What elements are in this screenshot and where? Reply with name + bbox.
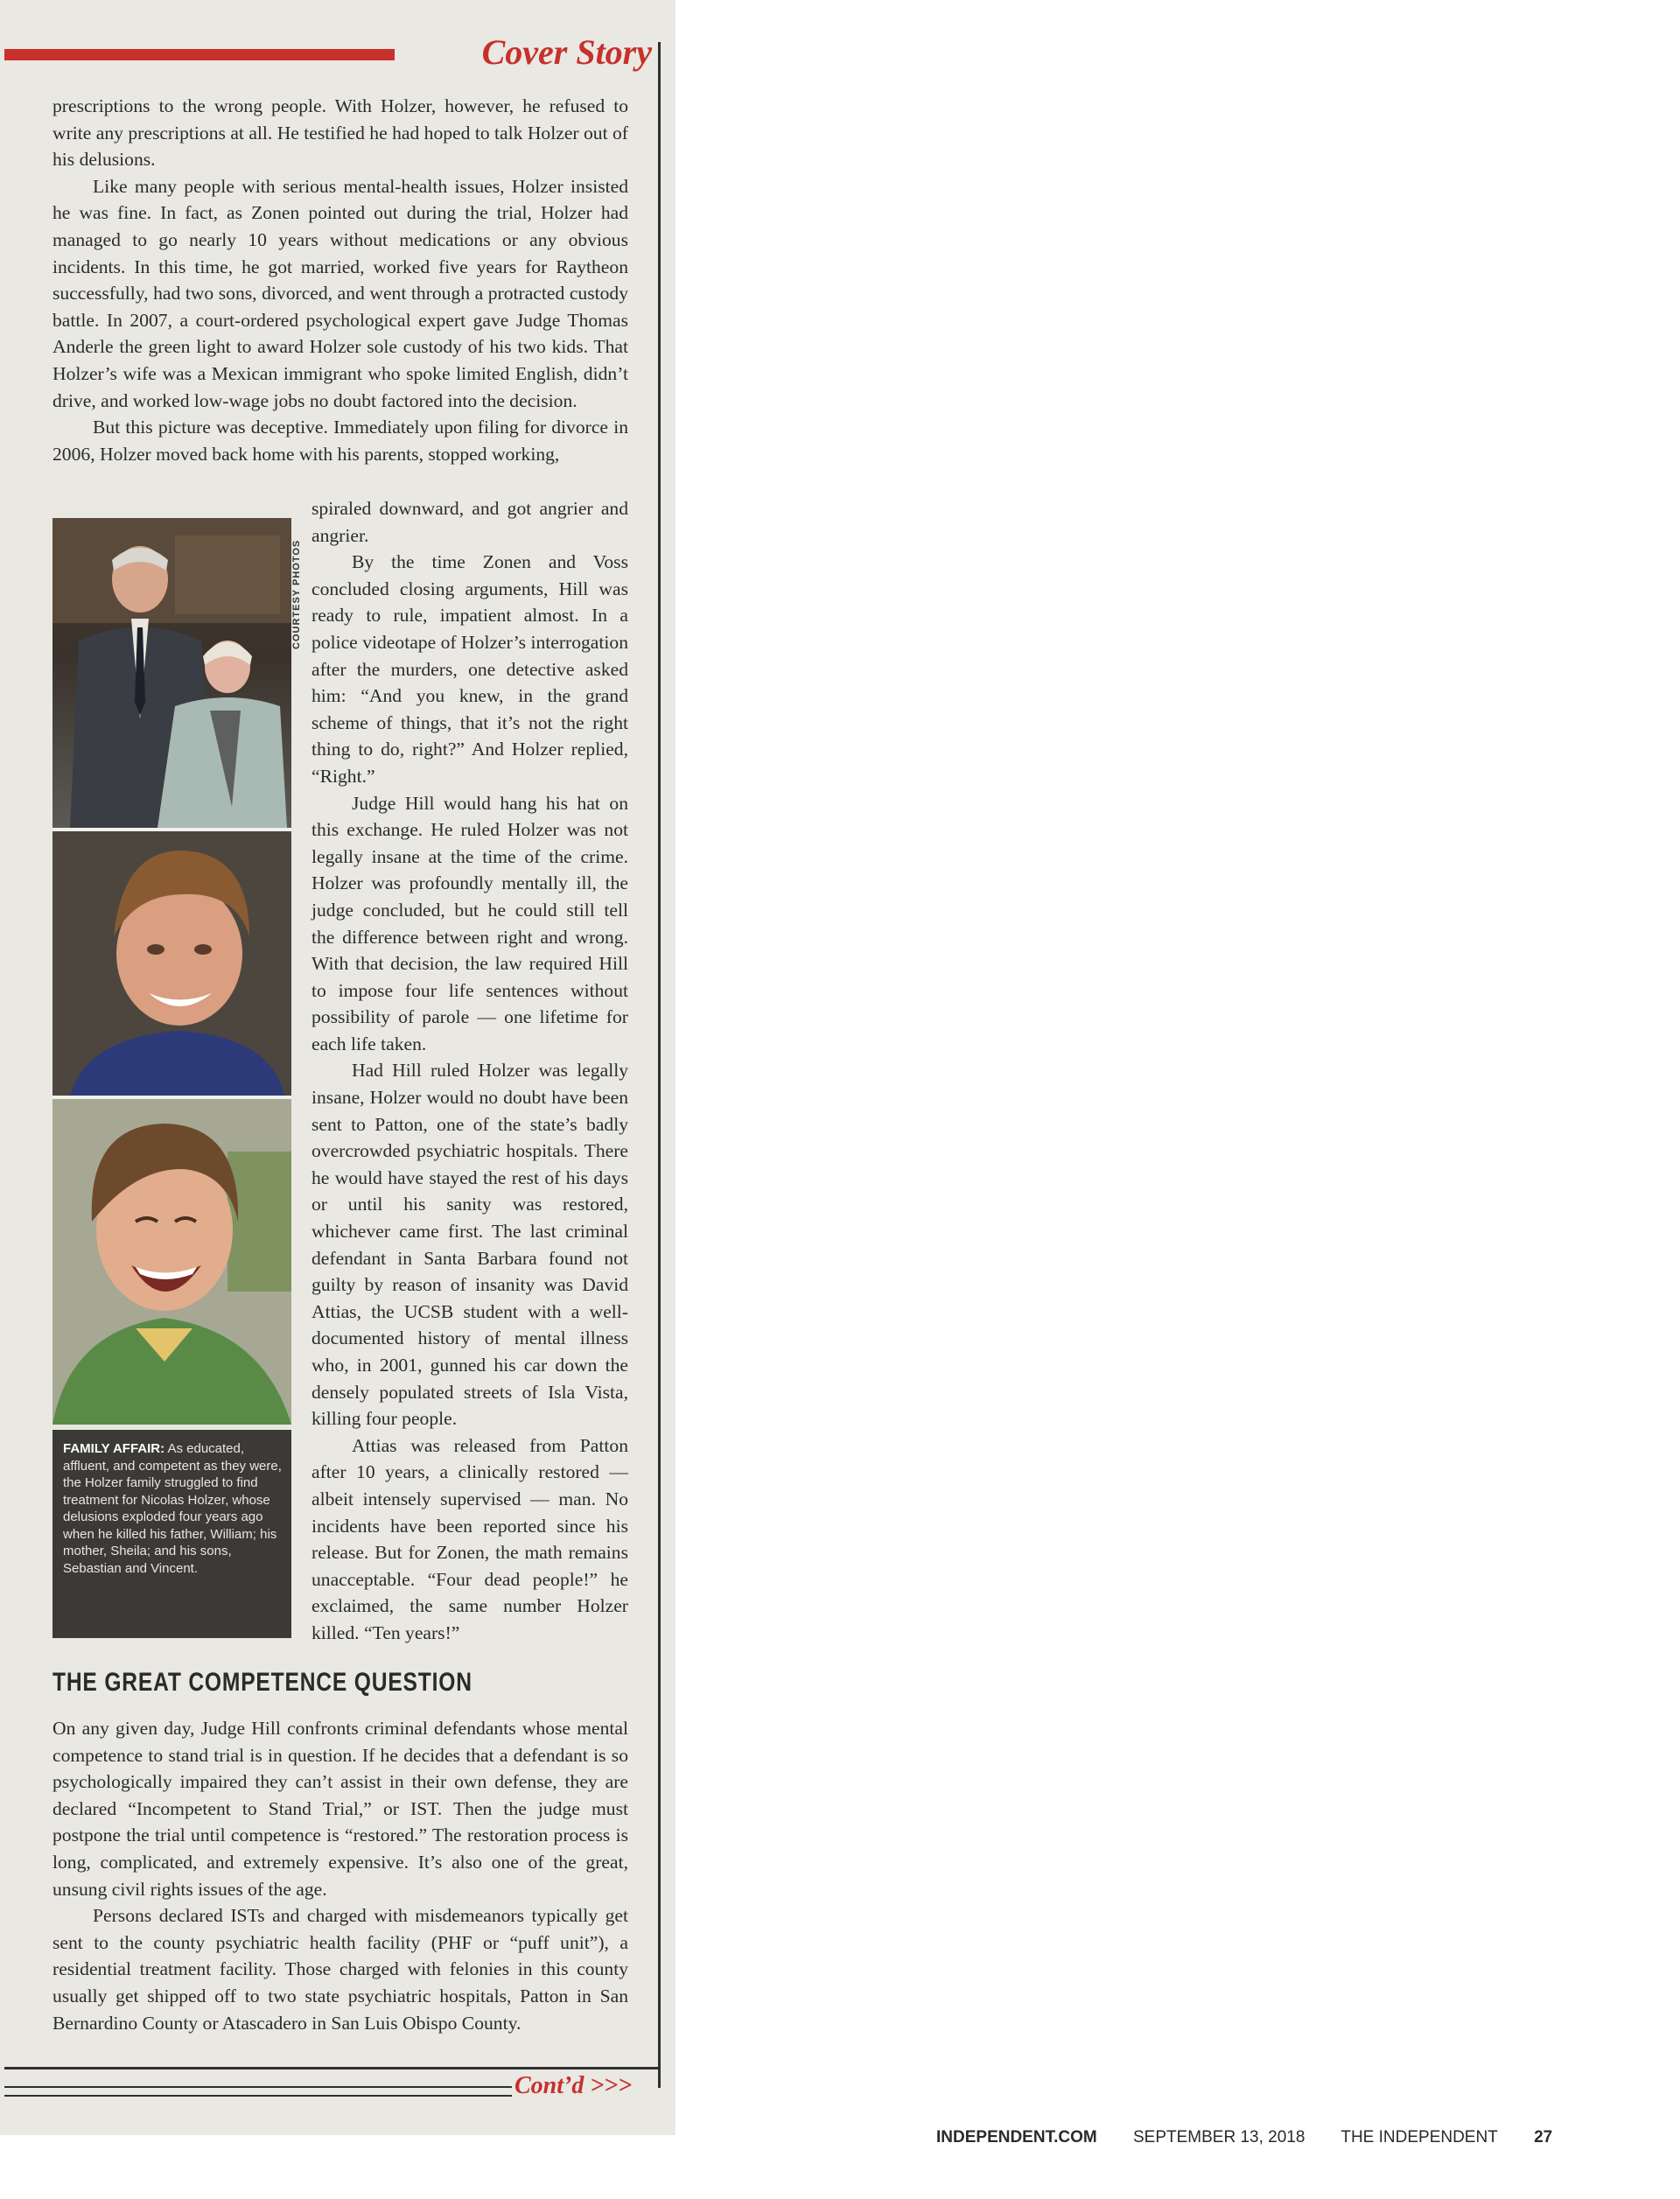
- caption-lead: FAMILY AFFAIR:: [63, 1441, 165, 1456]
- article-paragraph: Judge Hill would hang his hat on this exchange. He ruled Holzer was not legally insane at the time of the crime. Holzer was profoundly mentally ill, the judge concluded, but he could still tell the difference between right and wrong. With that decision, the law required Hill to impose four life sentences without possibility of parole — one lifetime for each life taken.: [312, 792, 628, 1054]
- header-red-bar: [4, 49, 395, 60]
- article-paragraph: Persons declared ISTs and charged with misdemeanors typically get sent to the county psychiatric health facility (PHF or “puff unit”), a residential treatment facility. Those charged with felonies in this county usually get shipped off to two state psychiatric hospitals, Patton in San Bernardino County or Atascadero in San Luis Obispo County.: [52, 1905, 628, 2034]
- article-paragraph: Attias was released from Patton after 10 years, a clinically restored — albeit intensely supervised — man. No incidents have been reported since his release. But for Zonen, the math remains unacceptable. “Four dead people!” he exclaimed, the same number Holzer killed. “Ten years!”: [312, 1434, 628, 1643]
- photo-sebastian-holzer: [52, 831, 291, 1099]
- folio-publication: THE INDEPENDENT: [1340, 2128, 1498, 2146]
- folio-site[interactable]: INDEPENDENT.COM: [936, 2128, 1097, 2146]
- photo-credit: COURTESY PHOTOS: [291, 539, 302, 649]
- photo-caption: [52, 1430, 291, 1638]
- photo-couple-image: [52, 518, 291, 828]
- article-paragraph: spiraled downward, and got angrier and angrier.: [312, 498, 628, 546]
- footer-rule: [4, 2095, 512, 2097]
- article-right-column: [312, 495, 628, 1647]
- section-title: Cover Story: [481, 32, 652, 72]
- column-rule: [658, 42, 661, 2088]
- photo-boy-one-image: [52, 831, 291, 1096]
- article-lower-text: [52, 1715, 628, 2036]
- article-paragraph: By the time Zonen and Voss concluded closing arguments, Hill was ready to rule, impatient almost. In a police videotape of Holzer’s interrogation after the murders, one detective asked him: “And you knew, in the grand scheme of things, that it’s not the right thing to do, right?” And Holzer replied, “Right.”: [312, 551, 628, 787]
- continued-link[interactable]: Cont’d >>>: [514, 2072, 633, 2099]
- footer-rule: [4, 2067, 658, 2069]
- section-heading: THE GREAT COMPETENCE QUESTION: [52, 1668, 472, 1697]
- folio-date: SEPTEMBER 13, 2018: [1132, 2128, 1306, 2146]
- footer-rule: [4, 2086, 512, 2088]
- article-paragraph: But this picture was deceptive. Immediately upon filing for divorce in 2006, Holzer moved back home with his parents, stopped working,: [52, 417, 628, 465]
- photo-vincent-holzer: [52, 1099, 291, 1425]
- photo-stack: [52, 518, 291, 1425]
- folio-page-number: 27: [1534, 2128, 1553, 2146]
- article-paragraph: prescriptions to the wrong people. With Holzer, however, he refused to write any prescriptions at all. He testified he had hoped to talk Holzer out of his delusions.: [52, 95, 628, 171]
- caption-text: As educated, affluent, and competent as they were, the Holzer family struggled to find treatment for Nicolas Holzer, whose delusions exploded four years ago when he killed his father, William; his mother, Sheila; and his sons, Sebastian and Vincent.: [63, 1441, 282, 1576]
- article-paragraph: Had Hill ruled Holzer was legally insane, Holzer would no doubt have been sent to Patton, one of the state’s badly overcrowded psychiatric hospitals. There he would have stayed the rest of his days or until his sanity was restored, whichever came first. The last criminal defendant in Santa Barbara found not guilty by reason of insanity was David Attias, the UCSB student with a well-documented history of mental illness who, in 2001, gunned his car down the densely populated streets of Isla Vista, killing four people.: [312, 1060, 628, 1430]
- photo-boy-two-image: [52, 1099, 291, 1425]
- article-paragraph: On any given day, Judge Hill confronts criminal defendants whose mental competence to stand trial is in question. If he decides that a defendant is so psychologically impaired they can’t assist in their own defense, they are declared “Incompetent to Stand Trial,” or IST. Then the judge must postpone the trial until competence is “restored.” The restoration process is long, complicated, and extremely expensive. It’s also one of the great, unsung civil rights issues of the age.: [52, 1718, 628, 1900]
- newspaper-page: [0, 0, 676, 2135]
- article-top-text: [52, 93, 628, 467]
- page-folio: [936, 2128, 1628, 2147]
- article-paragraph: Like many people with serious mental-health issues, Holzer insisted he was fine. In fact, as Zonen pointed out during the trial, Holzer had managed to go nearly 10 years without medications or any obvious incidents. In this time, he got married, worked five years for Raytheon successfully, had two sons, divorced, and went through a protracted custody battle. In 2007, a court-ordered psychological expert gave Judge Thomas Anderle the green light to award Holzer sole custody of his two kids. That Holzer’s wife was a Mexican immigrant who spoke limited English, didn’t drive, and worked low-wage jobs no doubt factored into the decision.: [52, 175, 628, 411]
- photo-william-sheila-holzer: [52, 518, 291, 831]
